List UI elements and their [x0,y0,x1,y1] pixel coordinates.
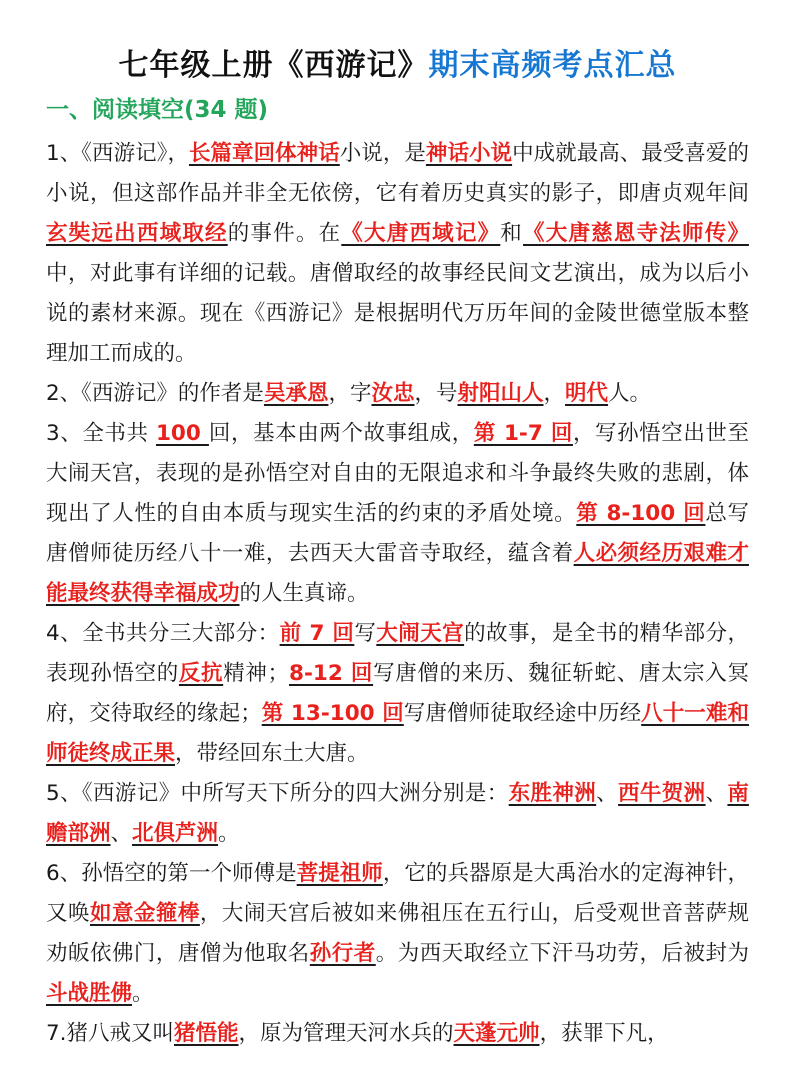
question-text: 。 [132,981,154,1006]
question-text: 、 [110,821,133,846]
answer-keyword: 前 7 回 [279,621,355,646]
question-text: 写唐僧的来历、魏征斩蛇、唐太宗入冥府，交待取经的缘起； [46,661,749,726]
question-text: ，号 [414,381,458,406]
question-text: ，获罪下凡， [539,1021,669,1046]
answer-keyword: 猪悟能 [174,1021,239,1046]
question-text: ，字 [328,381,372,406]
question-item-2 [46,374,749,414]
answer-keyword: 西牛贺洲 [618,781,706,806]
answer-keyword: 南赡部洲 [46,781,749,846]
question-item-5 [46,774,749,854]
question-text: 2、《西游记》的作者是 [46,381,264,406]
answer-keyword: 神话小说 [425,141,513,166]
answer-keyword: 《大唐慈恩寺法师传》 [523,221,749,246]
answer-keyword: 反抗 [178,661,224,686]
question-text: 。为西天取经立下汗马功劳，后被封为 [375,941,749,966]
question-text: 4、全书共分三大部分： [46,621,280,646]
page-title [46,44,749,88]
page-title-highlight: 期末高频考点汇总 [428,48,677,83]
question-text: 的人生真谛。 [239,581,369,606]
question-text: ，原为管理天河水兵的 [238,1021,454,1046]
question-text: 1、《西游记》， [46,141,189,166]
question-text: 总写唐僧师徒历经八十一难，去西天大雷音寺取经，蕴含着 [46,501,749,566]
question-text: 和 [500,221,524,246]
question-list [46,134,749,1054]
answer-keyword: 菩提祖师 [296,861,383,886]
question-item-3 [46,414,749,614]
answer-keyword: 北俱芦洲 [132,821,219,846]
section-heading: 一、阅读填空(34 题) [46,97,269,123]
answer-keyword: 第 1-7 回 [473,421,573,446]
question-item-1 [46,134,749,374]
question-text: 的事件。在 [227,221,342,246]
question-text: 写 [354,621,377,646]
question-text: 5、《西游记》中所写天下所分的四大洲分别是： [46,781,509,806]
answer-keyword: 如意金箍棒 [89,901,200,926]
answer-keyword: 第 13-100 回 [261,701,404,726]
answer-keyword: 东胜神洲 [508,781,597,806]
question-text: 中成就最高、最受喜爱的小说，但这部作品并非全无依傍，它有着历史真实的影子，即唐贞观年间 [46,141,749,206]
answer-keyword: 人必须经历艰难才能最终获得幸福成功 [46,541,749,606]
question-text: 6、孙悟空的第一个师傅是 [46,861,297,886]
question-text: 、 [705,781,728,806]
answer-keyword: 大闹天宫 [376,621,465,646]
answer-keyword: 100 [155,421,209,446]
question-text: 中，对此事有详细的记载。唐僧取经的故事经民间文艺演出，成为以后小说的素材来源。现在《西游记》是根据明代万历年间的金陵世德堂版本整理加工而成的。 [46,261,749,366]
answer-keyword: 明代 [565,381,609,406]
answer-keyword: 汝忠 [371,381,415,406]
question-text: 的故事，是全书的精华部分，表现孙悟空的 [46,621,749,686]
answer-keyword: 8-12 回 [288,661,374,686]
question-text: 小说，是 [339,141,426,166]
question-item-4 [46,614,749,774]
question-text: ， [543,381,566,406]
answer-keyword: 八十一难和师徒终成正果 [46,701,749,766]
question-text: 。 [218,821,240,846]
question-text: 、 [596,781,619,806]
question-text: ，它的兵器原是大禹治水的定海神针，又唤 [46,861,749,926]
question-text: ，写孙悟空出世至大闹天宫，表现的是孙悟空对自由的无限追求和斗争最终失败的悲剧，体现出了人性的自由本质与现实生活的约束的矛盾处境。 [46,421,749,526]
question-text: 回，基本由两个故事组成， [208,421,474,446]
page-title-main: 七年级上册《西游记》 [118,48,429,83]
answer-keyword: 天蓬元帅 [453,1021,540,1046]
question-text: 精神； [223,661,289,686]
answer-keyword: 射阳山人 [457,381,544,406]
answer-keyword: 孙行者 [309,941,376,966]
question-item-6 [46,854,749,1014]
answer-keyword: 长篇章回体神话 [188,141,340,166]
question-text: ，大闹天宫后被如来佛祖压在五行山，后受观世音菩萨规劝皈依佛门，唐僧为他取名 [46,901,749,966]
question-item-7 [46,1014,749,1054]
question-text: 7.猪八戒又叫 [46,1021,175,1046]
answer-keyword: 斗战胜佛 [46,981,133,1006]
question-text: 3、全书共 [46,421,156,446]
question-text: 写唐僧师徒取经途中历经 [403,701,642,726]
answer-keyword: 吴承恩 [263,381,329,406]
question-text: ，带经回东土大唐。 [175,741,369,766]
answer-keyword: 第 8-100 回 [576,501,706,526]
answer-keyword: 玄奘远出西域取经 [46,221,228,246]
answer-keyword: 《大唐西域记》 [341,221,501,246]
question-text: 人。 [608,381,652,406]
